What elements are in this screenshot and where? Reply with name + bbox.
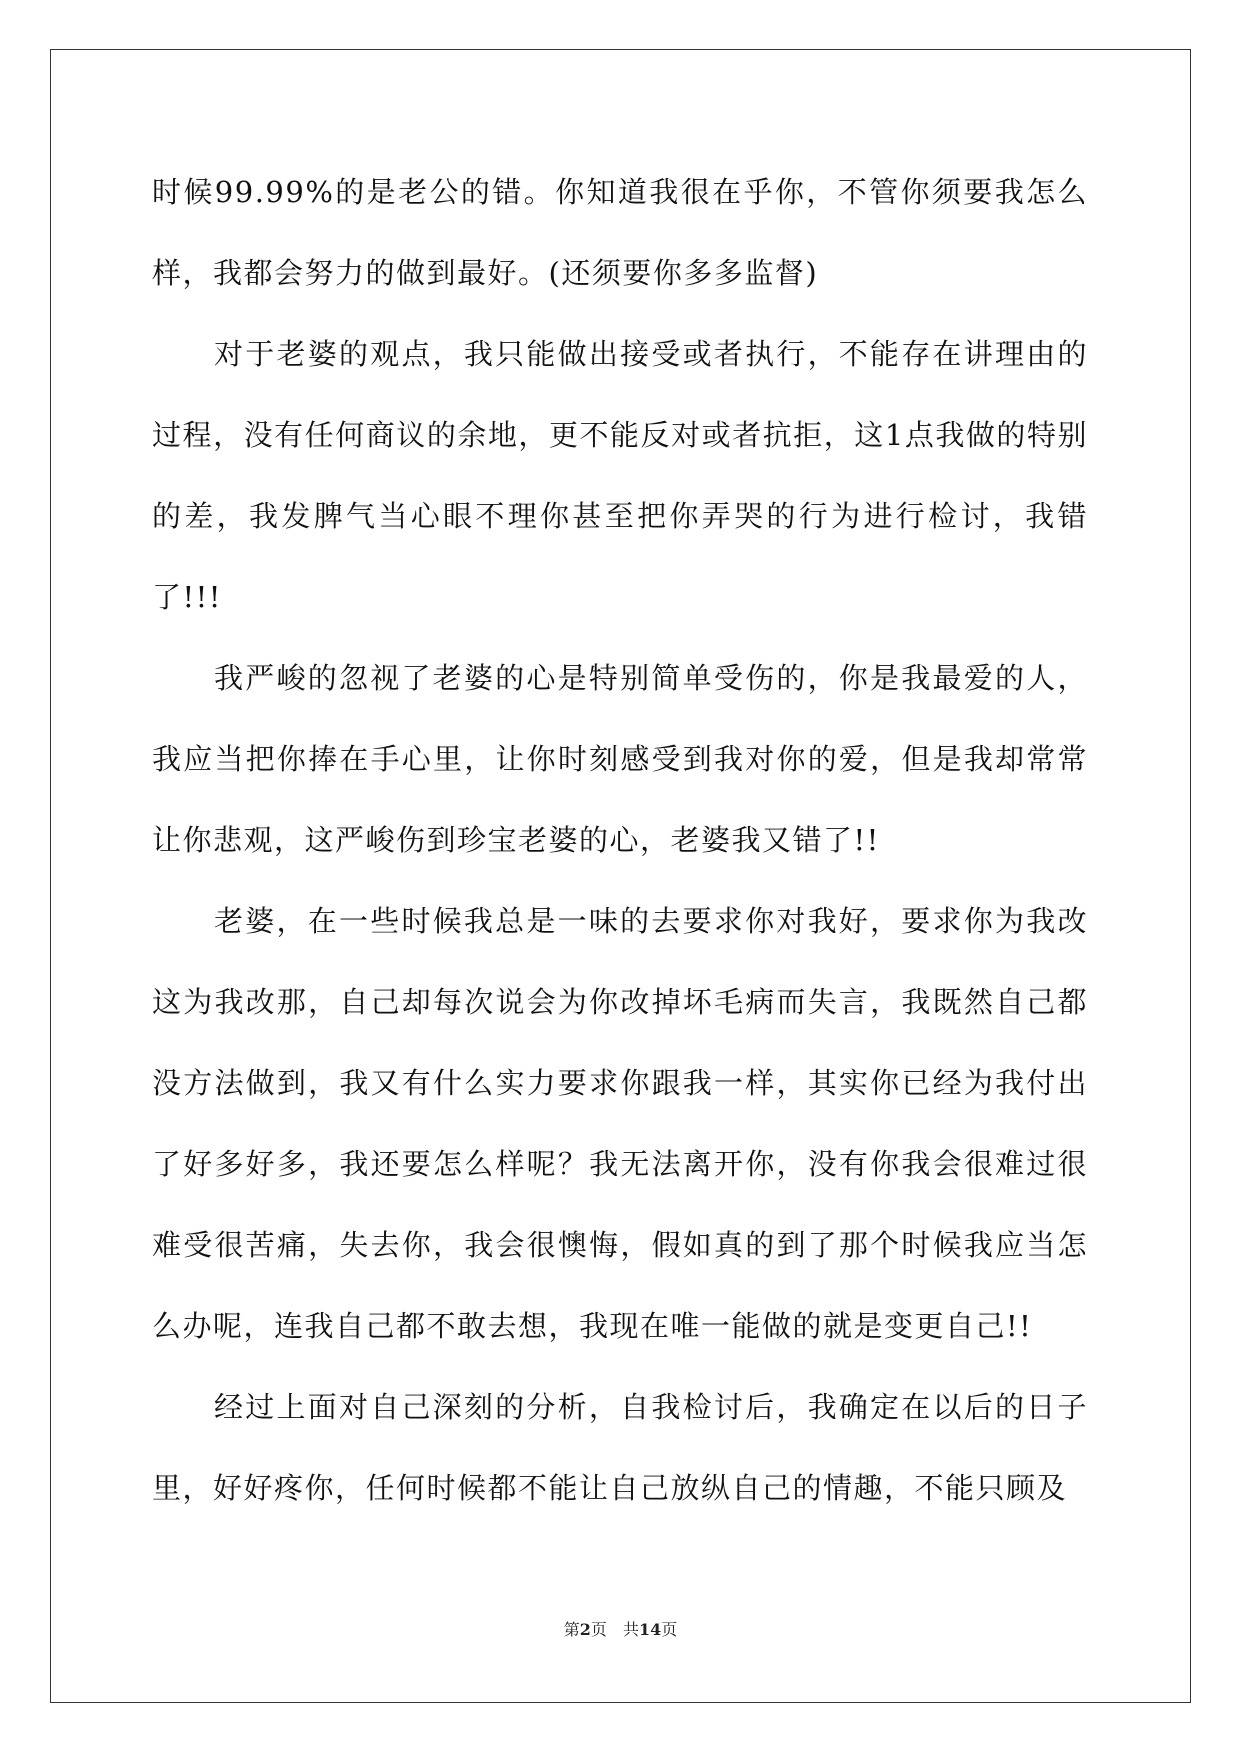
- page-suffix: 页: [590, 1620, 607, 1639]
- paragraph-resolution: 经过上面对自己深刻的分析，自我检讨后，我确定在以后的日子里，好好疼你，任何时候都不能让自己放纵自己的情趣，不能只顾及: [152, 1390, 1088, 1505]
- paragraph-viewpoint: 对于老婆的观点，我只能做出接受或者执行，不能存在讲理由的过程，没有任何商议的余地，更不能反对或者抗拒，这1点我做的特别的差，我发脾气当心眼不理你甚至把你弄哭的行为进行检讨，我错了!!!: [152, 337, 1088, 614]
- total-pages: 14: [638, 1620, 662, 1639]
- paragraph-demands: 老婆，在一些时候我总是一味的去要求你对我好，要求你为我改这为我改那，自己却每次说会为你改掉坏毛病而失言，我既然自己都没方法做到，我又有什么实力要求你跟我一样，其实你已经为我付出了好多好多，我还要怎么样呢？我无法离开你，没有你我会很难过很难受很苦痛，失去你，我会很懊悔，假如真的到了那个时候我应当怎么办呢，连我自己都不敢去想，我现在唯一能做的就是变更自己!!: [152, 904, 1088, 1343]
- total-suffix: 页: [661, 1620, 678, 1639]
- page-number: 2: [579, 1620, 591, 1639]
- document-body: [152, 152, 1088, 1529]
- page-prefix: 第: [563, 1620, 580, 1639]
- paragraph-neglect: 我严峻的忽视了老婆的心是特别简单受伤的，你是我最爱的人，我应当把你捧在手心里，让你时刻感受到我对你的爱，但是我却常常让你悲观，这严峻伤到珍宝老婆的心，老婆我又错了!!: [152, 661, 1088, 857]
- paragraph-continuation: 时候99.99%的是老公的错。你知道我很在乎你，不管你须要我怎么样，我都会努力的做到最好。(还须要你多多监督): [152, 175, 1088, 290]
- total-prefix: 共: [622, 1620, 639, 1639]
- page-footer: [0, 1618, 1241, 1642]
